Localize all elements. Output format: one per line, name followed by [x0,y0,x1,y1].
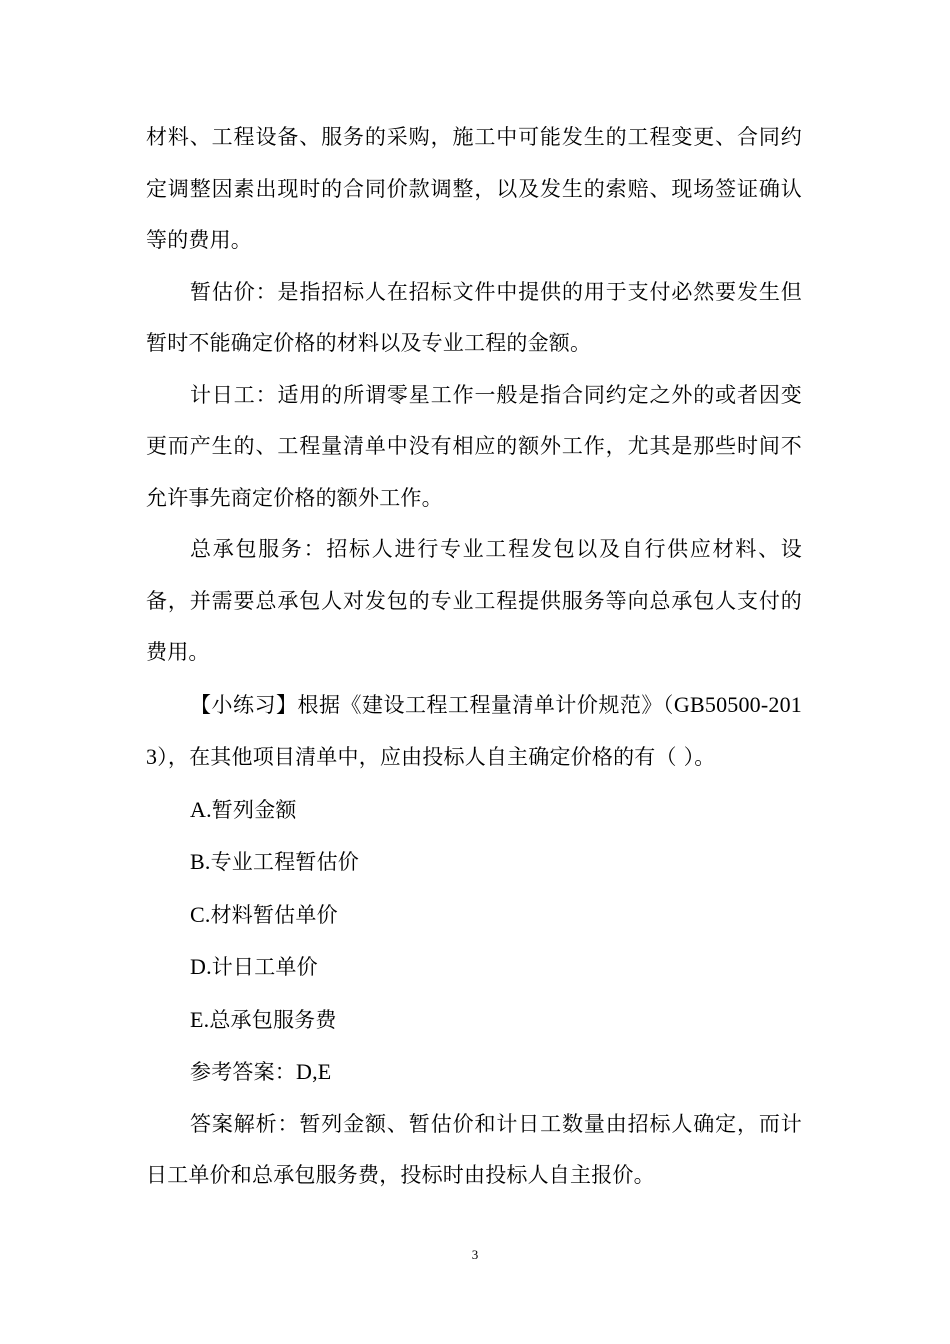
paragraph-daywork: 计日工：适用的所谓零星工作一般是指合同约定之外的或者因变更而产生的、工程量清单中没有相应的额外工作，尤其是那些时间不允许事先商定价格的额外工作。 [146,382,802,510]
option-letter: B. [190,849,211,874]
option-text: 材料暂估单价 [210,902,338,927]
paragraph-provisional-price: 暂估价：是指招标人在招标文件中提供的用于支付必然要发生但暂时不能确定价格的材料以及专业工程的金额。 [146,279,802,355]
exercise-question-suffix: ），在其他项目清单中，应由投标人自主确定价格的有（ ）。 [157,745,716,769]
option-e [146,994,802,1047]
option-letter: E. [190,1006,210,1032]
exercise-question-prefix: 【小练习】根据《建设工程工程量清单计价规范》（ [190,692,674,717]
option-text: 暂列金额 [211,797,297,822]
option-text: 总承包服务费 [209,1007,337,1032]
page-content [146,112,802,1202]
answer-value: D,E [296,1059,332,1084]
paragraph-general-contract-service: 总承包服务：招标人进行专业工程发包以及自行供应材料、设备，并需要总承包人对发包的专业工程提供服务等向总承包人支付的费用。 [146,537,802,664]
option-letter: D. [190,954,212,979]
option-text: 计日工单价 [211,955,318,979]
option-a [146,784,802,837]
page-number: 3 [471,1247,479,1262]
option-d [146,941,802,994]
answer-analysis: 答案解析：暂列金额、暂估价和计日工数量由招标人确定，而计日工单价和总承包服务费，投标时由投标人自主报价。 [146,1111,802,1187]
exercise-question [146,679,802,784]
option-b [146,836,802,889]
option-text: 专业工程暂估价 [210,850,359,874]
exercise-standard-code: GB50500-2013 [146,691,802,769]
answer-label: 参考答案： [190,1060,296,1084]
option-letter: C. [190,901,211,927]
reference-answer [146,1046,802,1099]
option-c [146,889,802,942]
option-letter: A. [190,796,212,822]
paragraph-continuation: 材料、工程设备、服务的采购，施工中可能发生的工程变更、合同约定调整因素出现时的合同价款调整，以及发生的索赔、现场签证确认等的费用。 [146,125,802,252]
